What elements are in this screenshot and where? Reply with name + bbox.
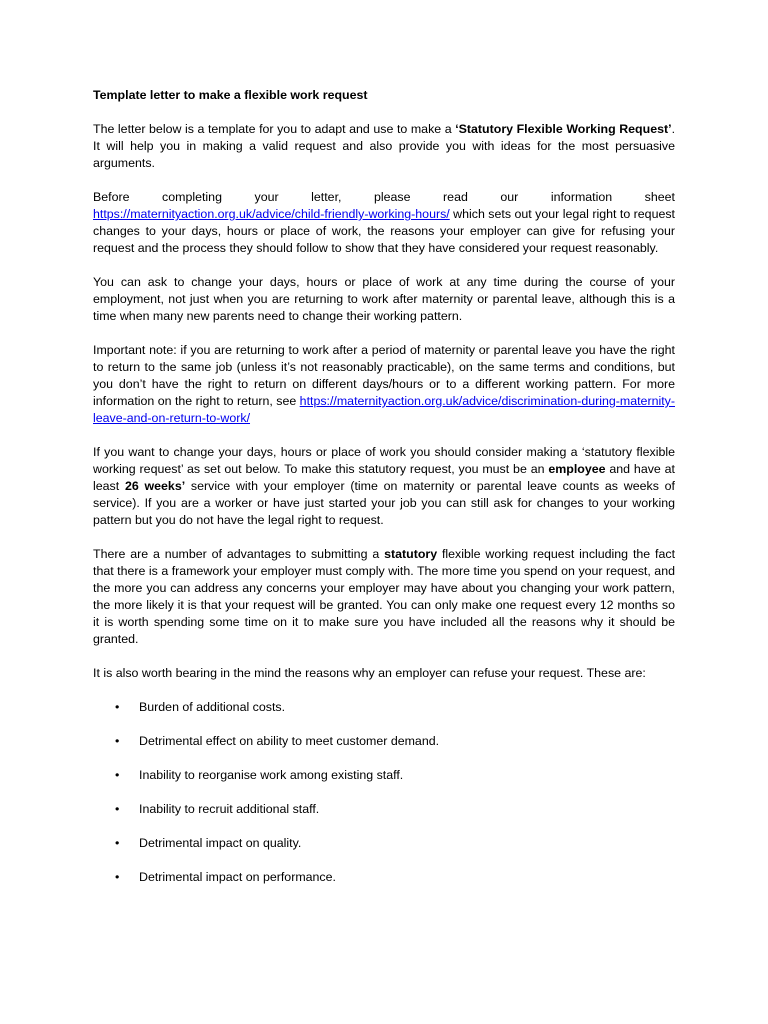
- text-span: flexible working request including the fact that there is a framework your employer must comply with. The more time you spend on your request, and the more you can address any concerns your employer may have about you changing your work pattern, the more likely it is that your request will be granted. You can only make one request every 12 months so it is worth spending some time on it to make sure you have included all the reasons why it should be granted.: [93, 547, 676, 646]
- list-item-text: Inability to reorganise work among existing staff.: [139, 768, 404, 782]
- bold-text: ‘Statutory Flexible Working Request’: [455, 122, 672, 136]
- bold-text: statutory: [384, 547, 438, 561]
- text-span: service with your employer (time on maternity or parental leave counts as weeks of service). If you are a worker or have just started your job you can still ask for changes to your working pattern but you do not have the legal right to request.: [93, 479, 675, 527]
- text-span: Before completing your letter, please read our information sheet: [93, 190, 675, 204]
- bullet-icon: •: [115, 802, 120, 816]
- advantages-paragraph: [93, 546, 675, 648]
- text-span: It is also worth bearing in the mind the reasons why an employer can refuse your request. These are:: [93, 666, 646, 680]
- intro-paragraph: [93, 121, 675, 172]
- important-note-paragraph: [93, 342, 675, 427]
- bullet-icon: •: [115, 768, 120, 782]
- document-title: Template letter to make a flexible work request: [93, 88, 368, 102]
- text-span: Important note: if you are returning to work after a period of maternity or parental leave you have the right to return to the same job (unless it’s not reasonably practicable), on the same terms and conditions, but you don’t have the right to return on different days/hours or to a different working pattern. For more information on the right to return, see: [93, 343, 675, 408]
- bullet-icon: •: [115, 836, 120, 850]
- list-item: [93, 801, 675, 818]
- list-item: [93, 869, 675, 886]
- text-span: . It will help you in making a valid request and also provide you with ideas for the most persuasive arguments.: [93, 122, 676, 170]
- list-item-text: Burden of additional costs.: [139, 700, 286, 714]
- bullet-icon: •: [115, 700, 120, 714]
- list-item: [93, 767, 675, 784]
- text-span: You can ask to change your days, hours or place of work at any time during the course of your employment, not just when you are returning to work after maternity or parental leave, although this is a time when many new parents need to change their working pattern.: [93, 275, 675, 323]
- document-page: [93, 87, 675, 903]
- bold-text: employee: [548, 462, 606, 476]
- discrimination-link[interactable]: https://maternityaction.org.uk/advice/discrimination-during-maternity-leave-and-on-return-to-work/: [93, 394, 675, 425]
- list-item: [93, 699, 675, 716]
- list-item: [93, 733, 675, 750]
- list-item-text: Detrimental impact on quality.: [139, 836, 302, 850]
- text-span: The letter below is a template for you to adapt and use to make a: [93, 122, 456, 136]
- statutory-request-paragraph: [93, 444, 675, 529]
- list-item-text: Inability to recruit additional staff.: [139, 802, 320, 816]
- change-anytime-paragraph: [93, 274, 675, 325]
- bullet-icon: •: [115, 870, 120, 884]
- refusal-reasons-list: [93, 699, 675, 886]
- list-item-text: Detrimental effect on ability to meet customer demand.: [139, 734, 440, 748]
- list-item-text: Detrimental impact on performance.: [139, 870, 336, 884]
- bullet-icon: •: [115, 734, 120, 748]
- child-friendly-hours-link[interactable]: https://maternityaction.org.uk/advice/child-friendly-working-hours/: [93, 207, 450, 221]
- bold-text: 26 weeks’: [124, 479, 186, 493]
- text-span: There are a number of advantages to submitting a: [93, 547, 385, 561]
- refusal-reasons-intro: [93, 665, 675, 682]
- info-sheet-paragraph: [93, 189, 675, 257]
- text-span: If you want to change your days, hours or place of work you should consider making a ‘statutory flexible working request’ as set out below. To make this statutory request, you must be an: [93, 445, 675, 476]
- text-span: which sets out your legal right to request changes to your days, hours or place of work, the reasons your employer can give for refusing your request and the process they should follow to show that they have considered your request reasonably.: [93, 207, 675, 255]
- list-item: [93, 835, 675, 852]
- text-span: and have at least: [93, 462, 675, 493]
